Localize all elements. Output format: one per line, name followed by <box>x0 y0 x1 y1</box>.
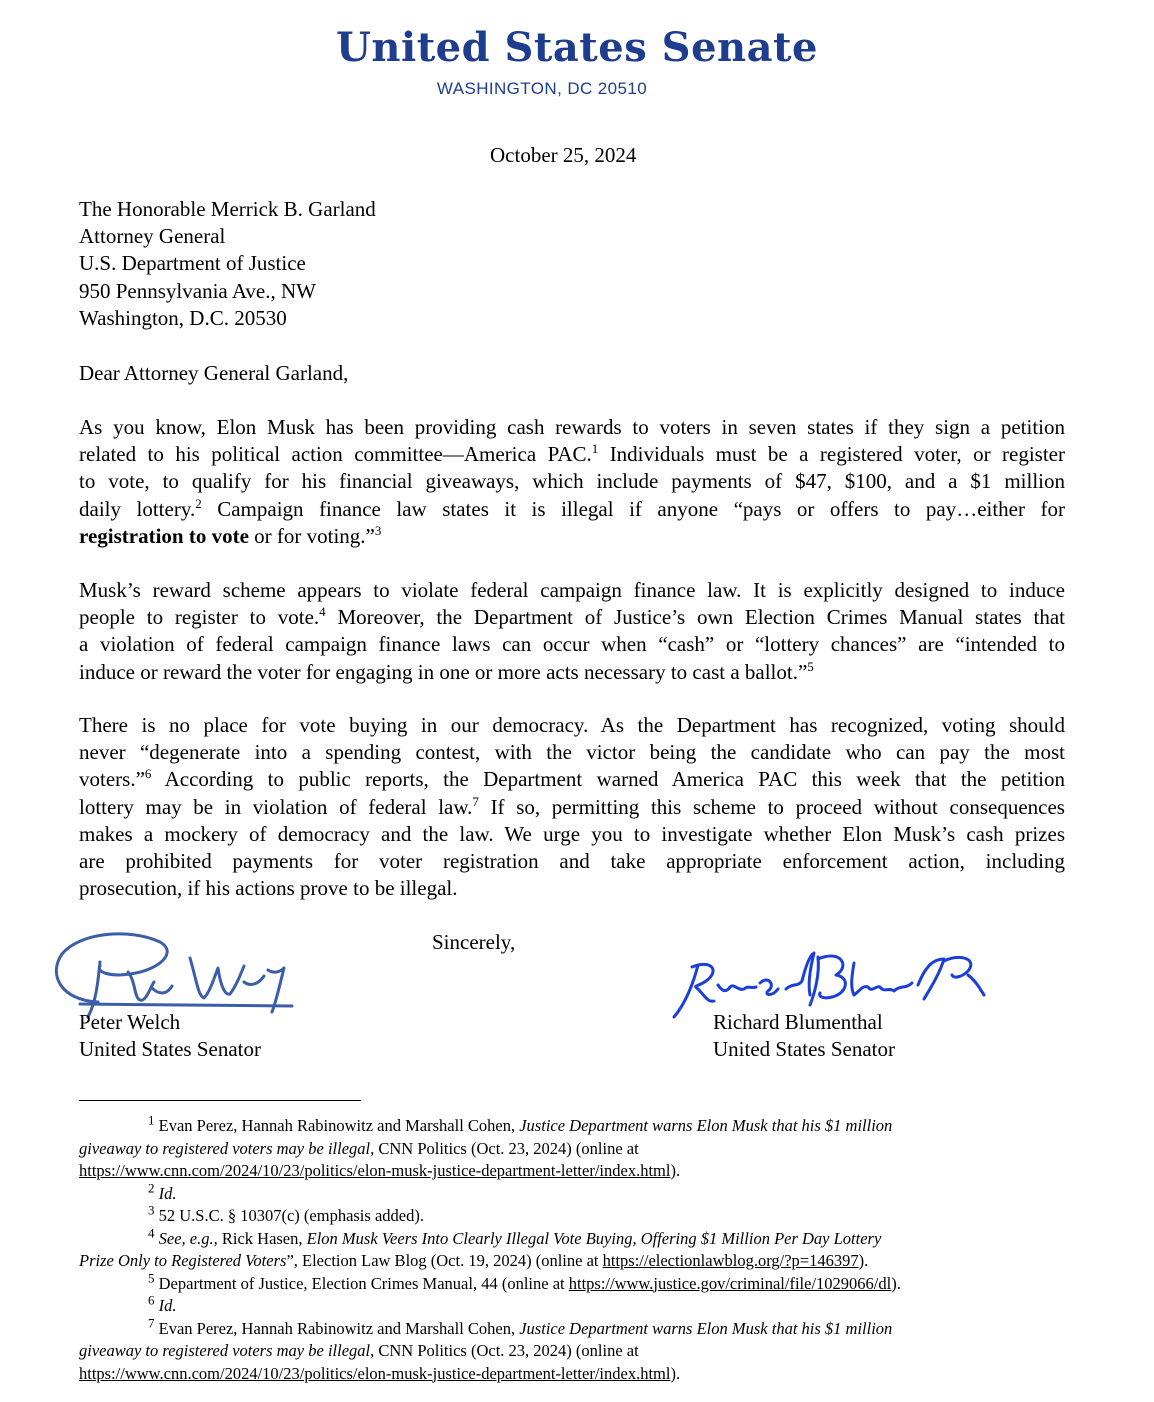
footnote-4-cont <box>79 1250 1065 1273</box>
signer-title: United States Senator <box>713 1037 895 1061</box>
footnote-link[interactable]: https://electionlawblog.org/?p=146397 <box>602 1251 859 1270</box>
footnotes <box>79 1112 1065 1385</box>
text-run: ). <box>858 1251 869 1270</box>
footnote-number: 6 <box>148 1292 155 1308</box>
text-run: ). <box>670 1161 681 1180</box>
footnote-number: 3 <box>148 1202 155 1218</box>
footnote-link[interactable]: https://www.justice.gov/criminal/file/1029066/dl <box>568 1273 892 1293</box>
text-line <box>79 523 1065 550</box>
text-line: to vote, to qualify for his financial giveaways, which include payments of $47, $100, and a $1 million <box>79 469 1065 494</box>
signer-name: Richard Blumenthal <box>713 1010 883 1034</box>
footnote-number: 1 <box>148 1112 155 1128</box>
text-run: induce or reward the voter for engaging in one or more acts necessary to cast a ballot.” <box>79 659 808 684</box>
letterhead-title: United States Senate <box>336 24 818 71</box>
text-run: According to public reports, the Department warned America PAC this week that the petition <box>151 767 1065 792</box>
text-line <box>79 604 1065 631</box>
emphasis-text: registration to vote <box>79 523 249 548</box>
footnote-5 <box>79 1270 1065 1296</box>
footnote-4 <box>79 1225 1065 1251</box>
text-line: a violation of federal campaign finance laws can occur when “cash” or “lottery chances” are “intended to <box>79 632 1065 657</box>
address-line: U.S. Department of Justice <box>79 251 306 276</box>
paragraph-3 <box>79 712 1065 902</box>
footnote-number: 7 <box>148 1315 155 1330</box>
footnote-number: 5 <box>148 1270 155 1285</box>
text-line: never “degenerate into a spending contest, with the victor being the candidate who can pay the most <box>79 740 1065 765</box>
footnote-1-cont <box>79 1160 1065 1183</box>
text-line: makes a mockery of democracy and the law. We urge you to investigate whether Elon Musk’s cash prizes <box>79 821 1065 846</box>
footnote-7 <box>79 1315 1065 1341</box>
text-run: Evan Perez, Hannah Rabinowitz and Marshall Cohen, <box>154 1116 520 1135</box>
footnote-1-cont <box>79 1138 1065 1161</box>
signer-title: United States Senator <box>79 1037 261 1061</box>
text-run: ”, Election Law Blog (Oct. 19, 2024) (online at <box>286 1251 603 1270</box>
article-title: Justice Department warns Elon Musk that his $1 million <box>519 1116 893 1135</box>
footnote-ref: 3 <box>374 522 382 538</box>
text-run: daily lottery. <box>79 496 196 521</box>
text-line: Musk’s reward scheme appears to violate federal campaign finance law. It is explicitly designed to induce <box>79 578 1065 602</box>
article-title: Justice Department warns Elon Musk that his $1 million <box>519 1318 893 1338</box>
closing: Sincerely, <box>432 930 516 954</box>
footnote-1 <box>79 1112 1065 1138</box>
address-line: Attorney General <box>79 224 226 249</box>
salutation: Dear Attorney General Garland, <box>79 361 349 385</box>
text-line: There is no place for vote buying in our democracy. As the Department has recognized, voting should <box>79 713 1065 737</box>
text-run: related to his political action committee—America PAC. <box>79 442 592 467</box>
text-run: Rick Hasen, <box>217 1228 307 1248</box>
footnote-number: 4 <box>148 1225 155 1240</box>
text-run: or for voting.” <box>248 523 375 548</box>
article-title: giveaway to registered voters may be illegal <box>79 1138 371 1158</box>
footnote-link[interactable]: https://www.cnn.com/2024/10/23/politics/elon-musk-justice-department-letter/index.html <box>79 1363 671 1383</box>
article-title: Prize Only to Registered Voters <box>79 1251 287 1270</box>
text-run: Campaign finance law states it is illegal if anyone “pays or offers to pay…either for <box>201 496 1065 521</box>
footnote-ref: 5 <box>807 658 814 674</box>
letterhead-city: WASHINGTON, DC 20510 <box>436 79 648 98</box>
text-run: Individuals must be a registered voter, or register <box>598 442 1065 467</box>
welch-signature <box>40 922 300 1022</box>
text-line: are prohibited payments for voter registration and take appropriate enforcement action, including <box>79 849 1065 874</box>
text-run: Moreover, the Department of Justice’s own Election Crimes Manual states that <box>325 605 1065 630</box>
text-line <box>79 441 1065 468</box>
address-line: Washington, D.C. 20530 <box>79 305 287 330</box>
text-run: If so, permitting this scheme to proceed without consequences <box>478 794 1065 819</box>
text-line <box>79 659 1065 686</box>
text-run: Evan Perez, Hannah Rabinowitz and Marshall Cohen, <box>154 1318 520 1338</box>
text-run: , CNN Politics (Oct. 23, 2024) (online at <box>370 1341 639 1360</box>
text-run: Id. <box>158 1296 177 1315</box>
text-line: prosecution, if his actions prove to be illegal. <box>79 876 458 901</box>
letter-date: October 25, 2024 <box>490 143 637 167</box>
footnote-link[interactable]: https://www.cnn.com/2024/10/23/politics/elon-musk-justice-department-letter/index.html <box>79 1161 671 1180</box>
article-title: giveaway to registered voters may be illegal <box>79 1341 371 1360</box>
footnote-ref: 1 <box>591 441 599 457</box>
paragraph-2 <box>79 577 1065 686</box>
signer-name: Peter Welch <box>79 1010 181 1034</box>
footnote-ref: 7 <box>472 793 479 809</box>
article-title: Elon Musk Veers Into Clearly Illegal Vote Buying, Offering $1 Million Per Day Lottery <box>306 1228 882 1248</box>
footnote-divider <box>79 1100 361 1101</box>
address-line: The Honorable Merrick B. Garland <box>79 197 376 221</box>
address-line: 950 Pennsylvania Ave., NW <box>79 278 316 303</box>
text-run: ). <box>891 1273 901 1293</box>
text-run: voters.” <box>79 767 145 792</box>
footnote-7-cont <box>79 1340 1065 1363</box>
footnote-ref: 4 <box>319 604 326 620</box>
text-line <box>79 794 1065 821</box>
text-line: As you know, Elon Musk has been providing cash rewards to voters in seven states if they sign a petition <box>79 415 1065 439</box>
footnote-3 <box>79 1202 1065 1228</box>
footnote-ref: 6 <box>144 766 152 782</box>
text-run: , CNN Politics (Oct. 23, 2024) (online at <box>370 1138 639 1158</box>
text-line <box>79 496 1065 523</box>
text-run: Department of Justice, Election Crimes Manual, 44 (online at <box>154 1273 569 1293</box>
text-run: ). <box>670 1363 681 1383</box>
footnote-number: 2 <box>148 1180 155 1195</box>
text-run: people to register to vote. <box>79 605 320 630</box>
recipient-address <box>79 196 376 332</box>
text-run: lottery may be in violation of federal law. <box>79 794 473 819</box>
footnote-7-cont <box>79 1363 1065 1386</box>
text-run: 52 U.S.C. § 10307(c) (emphasis added). <box>154 1206 424 1225</box>
signal-text: See, e.g., <box>158 1228 218 1248</box>
text-line <box>79 766 1065 793</box>
footnote-2 <box>79 1180 1065 1206</box>
footnote-ref: 2 <box>195 495 202 511</box>
footnote-6 <box>79 1292 1065 1318</box>
text-run: Id. <box>158 1183 177 1203</box>
paragraph-1 <box>79 414 1065 550</box>
